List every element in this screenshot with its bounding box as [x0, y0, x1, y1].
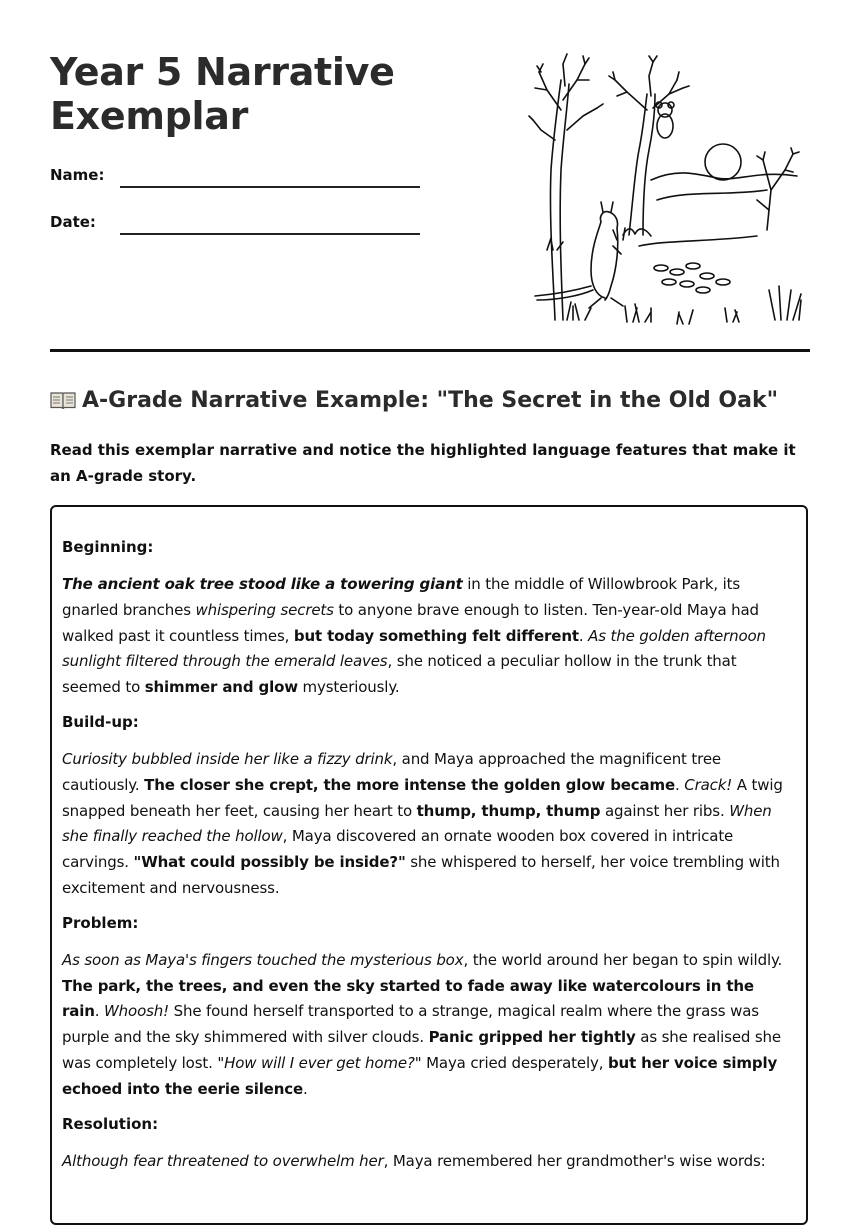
buildup-heading: Build-up:: [62, 712, 139, 731]
story-text: .: [578, 626, 589, 645]
highlight-bold: "What could possibly be inside?": [133, 853, 406, 872]
highlight-bold: thump, thump, thump: [416, 801, 601, 820]
story-text: , Maya discovered an ornate wooden box covered in intricate carvings.: [62, 827, 734, 872]
highlight-italic: As soon as Maya's fingers touched the mysterious box: [62, 950, 464, 969]
resolution-paragraph: [62, 1149, 796, 1175]
date-field-line[interactable]: [120, 233, 420, 235]
story-text: to anyone brave enough to listen. Ten-year-old Maya had walked past it countless times,: [62, 600, 759, 645]
story-text: , the world around her began to spin wildly.: [463, 950, 783, 969]
highlight-italic: whispering secrets: [195, 600, 334, 619]
intro-instruction: Read this exemplar narrative and notice the highlighted language features that make it an A-grade story.: [50, 441, 796, 485]
kangaroo-icon: [535, 202, 623, 308]
highlight-italic: "How will I ever get home?": [217, 1053, 422, 1072]
section-divider: [50, 349, 810, 352]
highlight-bold: shimmer and glow: [144, 678, 298, 697]
story-text: , Maya remembered her grandmother's wise words:: [383, 1151, 766, 1170]
buildup-paragraph: [62, 747, 796, 902]
highlight-italic: As the golden afternoon sunlight filtered through the emerald leaves: [62, 626, 766, 671]
beginning-heading: Beginning:: [62, 538, 154, 556]
highlight-wrapper: [62, 575, 463, 593]
highlight-bold: The closer she crept, the more intense the golden glow became: [144, 775, 676, 794]
story-text: she whispered to herself, her voice trembling with excitement and nervousness.: [62, 853, 780, 897]
beginning-paragraph: [62, 572, 796, 701]
story-text: in the middle of Willowbrook Park, its gnarled branches: [62, 575, 741, 619]
story-text: mysteriously.: [297, 678, 400, 697]
page-title: Year 5 Narrative Exemplar: [50, 50, 395, 138]
gum-tree-icon: [609, 56, 689, 236]
date-label: Date:: [50, 213, 96, 231]
problem-paragraph: [62, 948, 796, 1103]
bush-scene-illustration: [527, 50, 812, 328]
right-bush-icon: [757, 148, 799, 230]
story-text: .: [303, 1079, 308, 1098]
section-heading-text: A-Grade Narrative Example: "The Secret in the Old Oak": [82, 388, 779, 413]
koala-icon: [656, 102, 674, 138]
book-icon: [50, 390, 76, 410]
highlight-bold: but her voice simply echoed into the eerie silence: [62, 1053, 778, 1098]
highlight-italic: When she finally reached the hollow: [62, 801, 772, 846]
resolution-heading: Resolution:: [62, 1114, 159, 1133]
highlight-bold: Panic gripped her tightly: [428, 1028, 636, 1047]
problem-heading: Problem:: [62, 913, 139, 932]
highlight-italic: Curiosity bubbled inside her like a fizzy drink: [62, 749, 393, 768]
story-text: against her ribs.: [600, 801, 730, 820]
sun-icon: [705, 144, 741, 180]
story-text: A twig snapped beneath her feet, causing her heart to: [62, 775, 783, 820]
story-text: , and Maya approached the magnificent tree cautiously.: [62, 749, 721, 794]
story-text: .: [675, 775, 685, 794]
story-text: , she noticed a peculiar hollow in the trunk that seemed to: [62, 652, 737, 697]
section-heading: [50, 388, 778, 413]
highlight-bold: The park, the trees, and even the sky started to fade away like watercolours in the rain: [62, 976, 754, 1021]
story-text: Maya cried desperately,: [421, 1053, 608, 1072]
highlight-bold: but today something felt different: [293, 626, 579, 645]
story-text: She found herself transported to a strange, magical realm where the grass was purple and the sky shimmered with silver clouds.: [62, 1002, 759, 1047]
highlight-bold-italic: The ancient oak tree stood like a towering giant: [62, 575, 463, 593]
name-label: Name:: [50, 166, 105, 184]
name-field-line[interactable]: [120, 186, 420, 188]
highlight-italic: Although fear threatened to overwhelm her: [62, 1151, 384, 1170]
story-text: as she realised she was completely lost.: [62, 1028, 781, 1072]
story-text: .: [94, 1002, 104, 1021]
highlight-italic: Crack!: [684, 775, 733, 794]
highlight-italic: Whoosh!: [104, 1002, 169, 1021]
story-box: [50, 505, 808, 1225]
lily-pads-icon: [654, 263, 730, 293]
